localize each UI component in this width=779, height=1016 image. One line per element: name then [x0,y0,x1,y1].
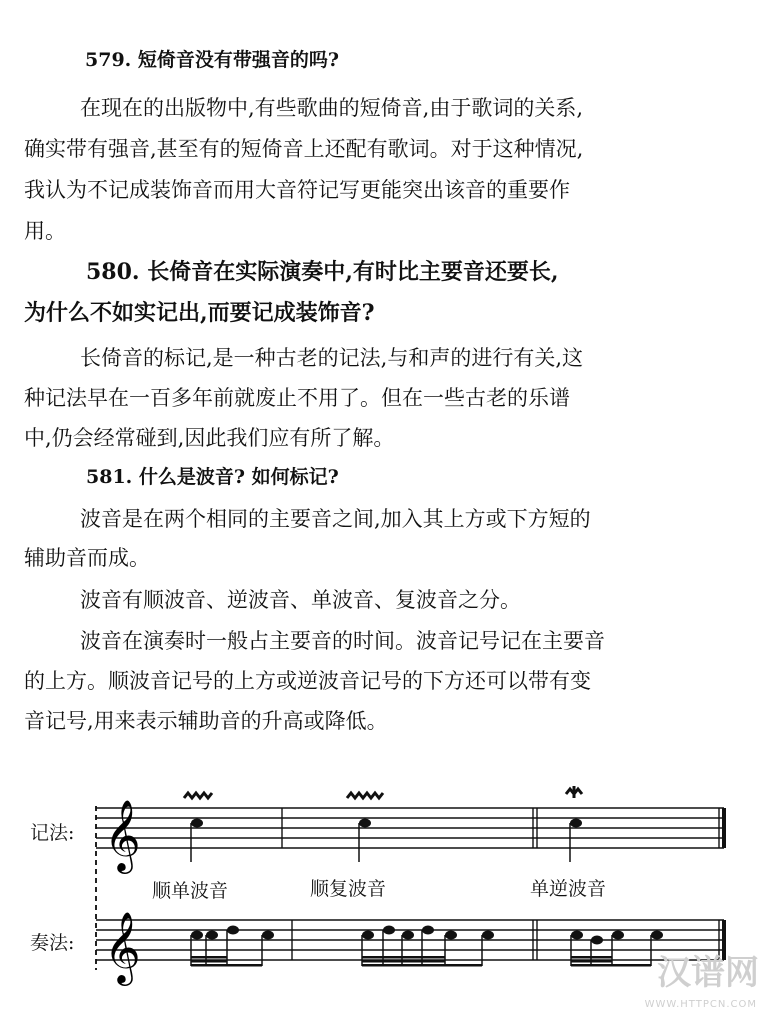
mordent-icon [184,793,212,798]
paragraph-line: 音记号,用来表示辅助音的升高或降低。 [24,709,388,733]
double-mordent-icon [347,793,383,798]
inverted-mordent-icon [566,786,582,798]
paragraph-line: 辅助音而成。 [24,546,150,570]
paragraph-line: 的上方。顺波音记号的上方或逆波音记号的下方还可以带有变 [24,669,591,693]
performance-label: 奏法: [30,932,75,954]
performance-staff [96,910,724,986]
notation-staff [96,786,724,874]
paragraph-line: 波音在演奏时一般占主要音的时间。波音记号记在主要音 [80,629,605,653]
paragraph-line: 我认为不记成装饰音而用大音符记写更能突出该音的重要作 [24,178,570,202]
note-head [570,819,582,828]
paragraph-line: 波音有顺波音、逆波音、单波音、复波音之分。 [80,588,521,612]
example-label: 顺复波音 [310,878,387,900]
question-581: 581. 什么是波音? 如何标记? [86,466,339,488]
example-label: 单逆波音 [530,878,607,900]
paragraph-line: 中,仍会经常碰到,因此我们应有所了解。 [24,426,395,450]
note-head [359,819,371,828]
paragraph-line: 波音是在两个相同的主要音之间,加入其上方或下方短的 [80,507,591,531]
watermark-url: WWW.HTTPCN.COM [644,999,757,1010]
treble-clef-icon: 𝄞 [104,910,141,983]
watermark: 汉谱网 [657,953,759,993]
example-label: 顺单波音 [152,880,229,902]
question-580-line1: 580. 长倚音在实际演奏中,有时比主要音还要长, [86,259,559,285]
treble-clef-icon: 𝄞 [104,798,141,871]
paragraph-line: 在现在的出版物中,有些歌曲的短倚音,由于歌词的关系, [80,96,584,120]
paragraph-line: 长倚音的标记,是一种古老的记法,与和声的进行有关,这 [80,346,584,370]
notation-label: 记法: [30,822,75,844]
paragraph-line: 用。 [24,219,66,243]
note-head [191,819,203,828]
question-579: 579. 短倚音没有带强音的吗? [85,49,340,71]
paragraph-line: 确实带有强音,甚至有的短倚音上还配有歌词。对于这种情况, [24,137,584,161]
paragraph-line: 种记法早在一百多年前就废止不用了。但在一些古老的乐谱 [24,386,570,410]
question-580-line2: 为什么不如实记出,而要记成装饰音? [24,300,375,326]
